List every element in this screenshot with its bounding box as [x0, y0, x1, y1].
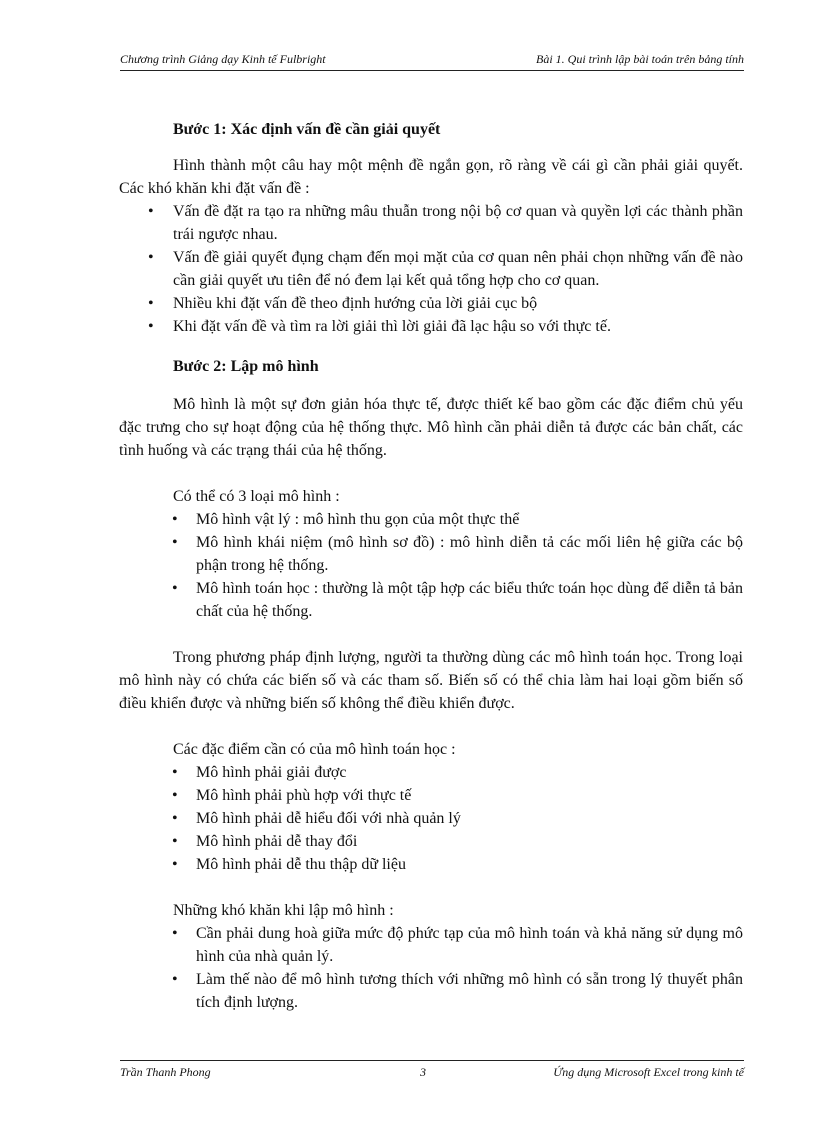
difficulties-list: [146, 922, 743, 1014]
footer-right: Ứng dụng Microsoft Excel trong kinh tế: [553, 1065, 744, 1079]
header-left: Chương trình Giảng dạy Kinh tế Fulbright: [120, 52, 326, 66]
step1-title: Bước 1: Xác định vấn đề cần giải quyết: [173, 121, 441, 138]
list-item: • Nhiều khi đặt vấn đề theo định hướng của lời giải cục bộ: [146, 292, 743, 315]
types-list: [146, 508, 743, 623]
types-intro: Có thể có 3 loại mô hình :: [173, 488, 340, 505]
difficulties-intro: Những khó khăn khi lập mô hình :: [173, 902, 394, 919]
header-right: Bài 1. Qui trình lập bài toán trên bảng tính: [535, 52, 744, 66]
list-item: • Mô hình phải dễ hiểu đối với nhà quản lý: [146, 807, 743, 830]
list-item: • Vấn đề giải quyết đụng chạm đến mọi mặt của cơ quan nên phải chọn những vấn đề nào cần giải quyết ưu tiên để nó đem lại kết quả tổng hợp cho cơ quan.: [146, 246, 743, 292]
list-item: • Khi đặt vấn đề và tìm ra lời giải thì lời giải đã lạc hậu so với thực tế.: [146, 315, 743, 338]
list-item: • Mô hình toán học : thường là một tập hợp các biểu thức toán học dùng để diễn tả bản chất của hệ thống.: [146, 577, 743, 623]
features-intro: Các đặc điểm cần có của mô hình toán học :: [173, 741, 456, 758]
page-content: [119, 118, 743, 1014]
list-item: • Mô hình vật lý : mô hình thu gọn của một thực thể: [146, 508, 743, 531]
page-footer: [120, 1060, 744, 1080]
step2-intro: Mô hình là một sự đơn giản hóa thực tế, được thiết kế bao gồm các đặc điểm chủ yếu đặc trưng cho sự hoạt động của hệ thống thực. Mô hình cần phải diễn tả được các bản chất, các tình huống và các trạng thái của hệ thống.: [119, 396, 743, 459]
list-item: • Mô hình phải giải được: [146, 761, 743, 784]
footer-author: Trần Thanh Phong: [120, 1065, 211, 1079]
features-list: [146, 761, 743, 876]
step1-bullets: [146, 200, 743, 338]
list-item: • Cần phải dung hoà giữa mức độ phức tạp của mô hình toán và khả năng sử dụng mô hình của nhà quản lý.: [146, 922, 743, 968]
list-item: • Mô hình phải dễ thu thập dữ liệu: [146, 853, 743, 876]
page-header: [120, 52, 744, 71]
list-item: • Mô hình khái niệm (mô hình sơ đồ) : mô hình diễn tả các mối liên hệ giữa các bộ phận trong hệ thống.: [146, 531, 743, 577]
page-number: 3: [420, 1065, 426, 1079]
quant-paragraph: Trong phương pháp định lượng, người ta thường dùng các mô hình toán học. Trong loại mô hình này có chứa các biến số và các tham số. Biến số có thể chia làm hai loại gồm biến số điều khiển được và những biến số không thể điều khiển được.: [119, 649, 743, 712]
step1-intro: Hình thành một câu hay một mệnh đề ngắn gọn, rõ ràng về cái gì cần phải giải quyết. Các khó khăn khi đặt vấn đề :: [119, 157, 743, 197]
list-item: • Làm thế nào để mô hình tương thích với những mô hình có sẵn trong lý thuyết phân tích định lượng.: [146, 968, 743, 1014]
list-item: • Vấn đề đặt ra tạo ra những mâu thuẫn trong nội bộ cơ quan và quyền lợi các thành phần trái ngược nhau.: [146, 200, 743, 246]
step2-title: Bước 2: Lập mô hình: [173, 358, 319, 375]
list-item: • Mô hình phải dễ thay đổi: [146, 830, 743, 853]
list-item: • Mô hình phải phù hợp với thực tế: [146, 784, 743, 807]
